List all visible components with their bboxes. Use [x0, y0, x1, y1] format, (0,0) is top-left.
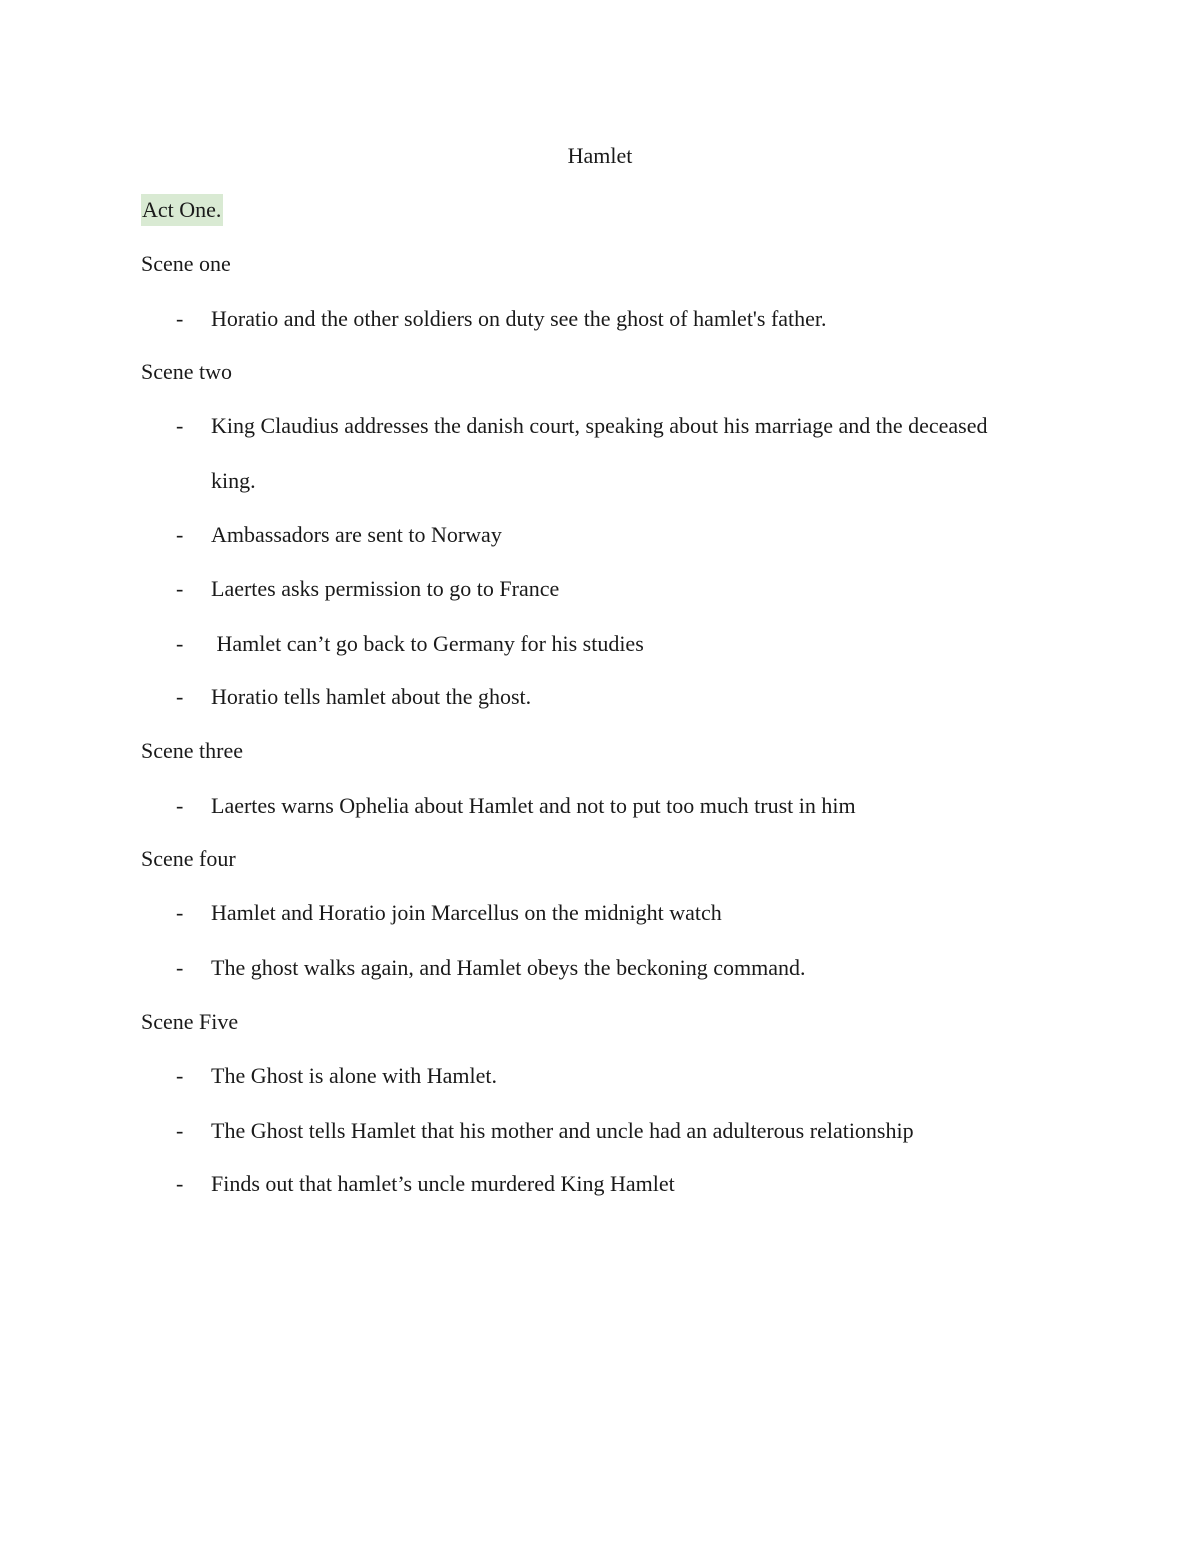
- bullet-item: Ambassadors are sent to Norway: [211, 522, 502, 547]
- bullet-item: The ghost walks again, and Hamlet obeys the beckoning command.: [211, 955, 806, 980]
- bullet-item: Finds out that hamlet’s uncle murdered King Hamlet: [211, 1171, 675, 1196]
- bullet-item: Laertes asks permission to go to France: [211, 576, 560, 601]
- bullet-dash: -: [176, 631, 184, 656]
- bullet-item: Horatio tells hamlet about the ghost.: [211, 684, 532, 709]
- scene-heading: Scene one: [141, 251, 231, 276]
- bullet-item: Horatio and the other soldiers on duty see the ghost of hamlet's father.: [211, 306, 827, 331]
- bullet-dash: -: [176, 576, 184, 601]
- bullet-item: Hamlet can’t go back to Germany for his studies: [211, 631, 644, 656]
- scene-heading: Scene Five: [141, 1009, 239, 1034]
- act-heading: Act One.: [141, 194, 223, 226]
- bullet-item: The Ghost is alone with Hamlet.: [211, 1063, 497, 1088]
- bullet-item-continuation: king.: [211, 468, 256, 493]
- bullet-item: The Ghost tells Hamlet that his mother and uncle had an adulterous relationship: [211, 1118, 914, 1143]
- bullet-dash: -: [176, 413, 184, 438]
- bullet-dash: -: [176, 793, 184, 818]
- scene-heading: Scene four: [141, 846, 236, 871]
- bullet-item: King Claudius addresses the danish court, speaking about his marriage and the deceased: [211, 413, 988, 438]
- bullet-dash: -: [176, 900, 184, 925]
- bullet-dash: -: [176, 955, 184, 980]
- bullet-dash: -: [176, 522, 184, 547]
- bullet-item: Laertes warns Ophelia about Hamlet and not to put too much trust in him: [211, 793, 856, 818]
- scene-heading: Scene two: [141, 359, 233, 384]
- document-title: Hamlet: [567, 143, 633, 168]
- bullet-dash: -: [176, 306, 184, 331]
- bullet-dash: -: [176, 1063, 184, 1088]
- scene-heading: Scene three: [141, 738, 243, 763]
- bullet-dash: -: [176, 1118, 184, 1143]
- bullet-dash: -: [176, 684, 184, 709]
- bullet-dash: -: [176, 1171, 184, 1196]
- bullet-item: Hamlet and Horatio join Marcellus on the midnight watch: [211, 900, 722, 925]
